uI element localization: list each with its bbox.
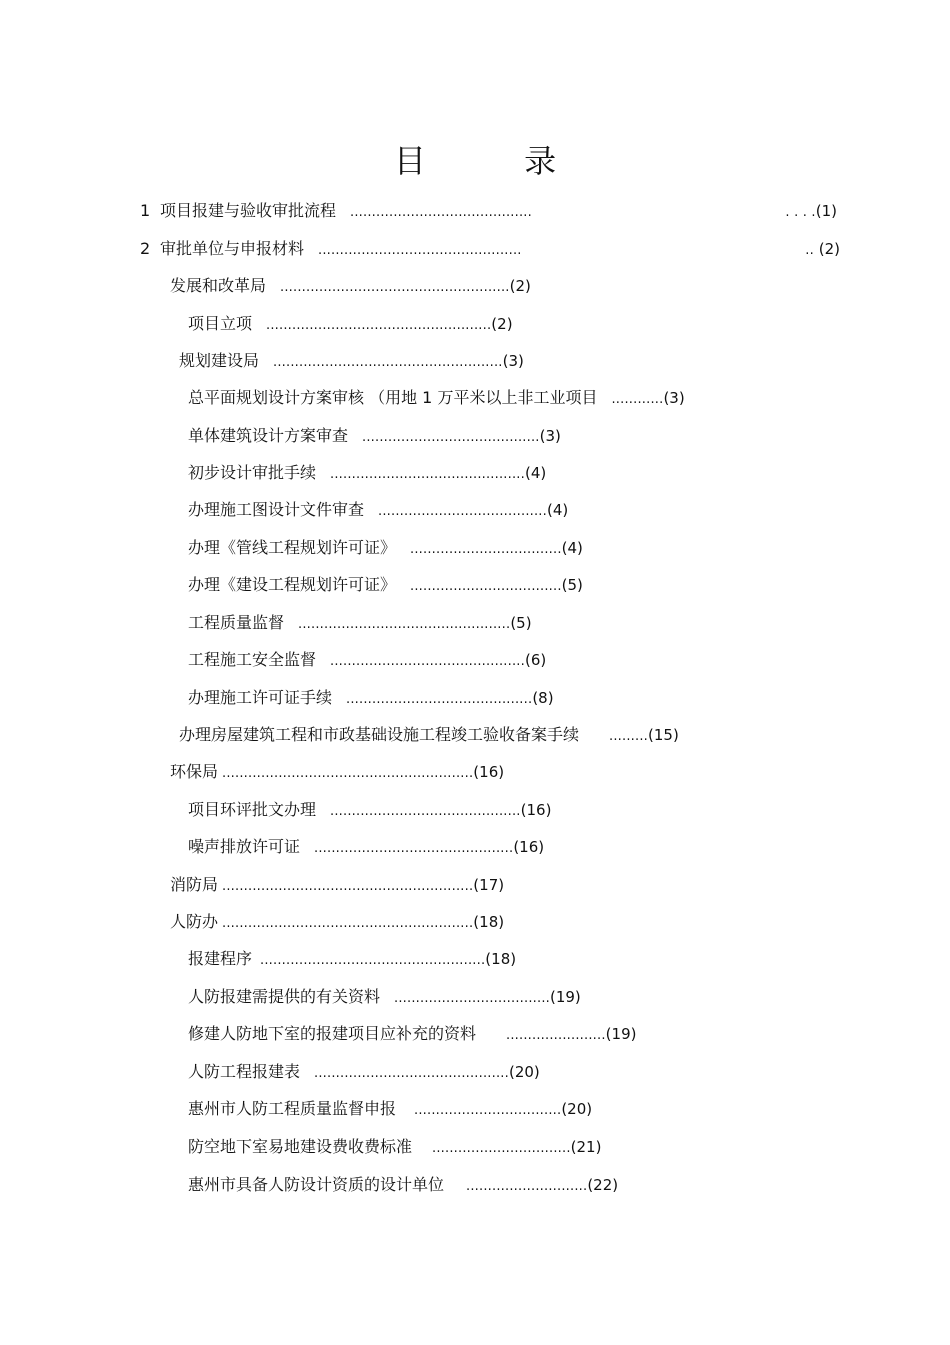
toc-entry-label: 噪声排放许可证 [188, 837, 301, 856]
toc-entry-label: 办理施工图设计文件审查 [188, 500, 365, 519]
toc-entry[interactable] [188, 1173, 618, 1197]
toc-page-number: (21) [570, 1138, 602, 1156]
toc-entry-label: 项目报建与验收审批流程 [160, 201, 337, 220]
toc-entry[interactable] [188, 536, 583, 560]
toc-entry[interactable] [188, 1060, 540, 1084]
toc-entry[interactable] [188, 686, 554, 710]
toc-entry-label: 防空地下室易地建设费收费标准 [188, 1137, 413, 1156]
toc-page-number: (16) [513, 838, 545, 856]
toc-entry-label: 规划建设局 [179, 351, 260, 370]
toc-entry-number: 2 [140, 239, 151, 258]
toc-entry-label: 消防局 [170, 875, 219, 894]
toc-leader-dots: ............................................. [330, 467, 525, 482]
toc-leader-dots: ..................................................... [273, 355, 503, 370]
toc-page-number: (2) [818, 240, 840, 258]
toc-entry-label: 惠州市人防工程质量监督申报 [188, 1099, 397, 1118]
toc-page-number: (3) [539, 427, 561, 445]
toc-page-number: (19) [605, 1025, 637, 1043]
toc-leader-dots: .......................................................... [222, 766, 474, 781]
toc-leader-dots: .......................................................... [222, 879, 474, 894]
toc-page-number: (4) [561, 539, 583, 557]
toc-leader-dots: .................................... [394, 991, 550, 1006]
toc-entry[interactable] [188, 461, 546, 485]
toc-leader-dots: .................................. [414, 1103, 562, 1118]
toc-page-number: (17) [473, 876, 505, 894]
toc-entry-label: 发展和改革局 [170, 276, 267, 295]
toc-entry[interactable] [140, 237, 840, 261]
toc-entry-label: 单体建筑设计方案审查 [188, 426, 349, 445]
toc-entry-number: 1 [140, 201, 151, 220]
toc-page-number: (1) [815, 202, 837, 220]
toc-entry[interactable] [188, 498, 568, 522]
toc-entry-label: 惠州市具备人防设计资质的设计单位 [188, 1175, 445, 1194]
toc-leader-dots: ............................................ [330, 804, 521, 819]
toc-page-number: (3) [502, 352, 524, 370]
toc-entry-label: 人防办 [170, 912, 219, 931]
toc-entry-label: 工程质量监督 [188, 613, 285, 632]
toc-leader-dots: ..................................................... [280, 280, 510, 295]
toc-entry[interactable] [188, 424, 561, 448]
toc-entry[interactable] [188, 1135, 601, 1159]
toc-page-number: (18) [485, 950, 517, 968]
toc-leader-dots: ............................................. [330, 654, 525, 669]
toc-page-number: (5) [561, 576, 583, 594]
toc-leader-dots: ............................ [466, 1179, 588, 1194]
toc-entry[interactable] [188, 611, 532, 635]
toc-page-number: (2) [491, 315, 513, 333]
toc-leader-dots: ................................... [410, 542, 562, 557]
toc-leader-dots: ................................................. [298, 617, 511, 632]
toc-page-number: (8) [532, 689, 554, 707]
toc-leader-dots: ........................................... [346, 692, 533, 707]
toc-entry-label: 项目环评批文办理 [188, 800, 317, 819]
toc-page-number: (4) [546, 501, 569, 519]
toc-entry[interactable] [170, 274, 531, 298]
toc-leader-dots: ....................................... [378, 504, 547, 519]
toc-entry[interactable] [188, 573, 583, 597]
toc-leader-dots: .. [805, 243, 814, 258]
toc-page-number: (3) [663, 389, 685, 407]
toc-page-number: (16) [520, 801, 552, 819]
toc-entry-label: 项目立项 [188, 314, 253, 333]
toc-page-number: (20) [561, 1100, 593, 1118]
toc-page-number: (22) [587, 1176, 619, 1194]
toc-entry-label: 办理施工许可证手续 [188, 688, 333, 707]
toc-leader-dots: ................................... [410, 579, 562, 594]
toc-leader-dots: .......................................................... [222, 916, 474, 931]
toc-entry-label: 修建人防地下室的报建项目应补充的资料 [188, 1024, 477, 1043]
toc-page-number: (20) [508, 1063, 540, 1081]
toc-leader-dots: ............ [611, 392, 664, 407]
toc-leader-dots: ....................... [506, 1028, 606, 1043]
toc-entry[interactable] [188, 835, 544, 859]
toc-entry-label: 报建程序 [188, 949, 253, 968]
toc-entry-label: 人防报建需提供的有关资料 [188, 987, 381, 1006]
toc-entry[interactable] [188, 1022, 636, 1046]
toc-entry[interactable] [188, 985, 581, 1009]
toc-entry-label: 初步设计审批手续 [188, 463, 317, 482]
toc-entry[interactable] [179, 723, 679, 747]
toc-entry[interactable] [140, 199, 837, 223]
toc-entry-label: 环保局 [170, 762, 219, 781]
toc-leader-dots: .............................................. [314, 841, 514, 856]
toc-leader-dots: .................................................... [266, 318, 492, 333]
page-title: 目 录 [393, 142, 601, 180]
toc-entry[interactable] [170, 910, 504, 934]
toc-leader-dots: . . . . [785, 205, 816, 220]
toc-entry[interactable] [188, 386, 685, 410]
toc-leader-dots: ................................ [432, 1141, 571, 1156]
toc-page-number: (19) [549, 988, 581, 1006]
toc-entry[interactable] [188, 648, 546, 672]
toc-page-number: (4) [524, 464, 547, 482]
toc-leader-dots: ............................................... [318, 243, 522, 258]
toc-entry[interactable] [188, 312, 513, 336]
toc-leader-dots: .......................................... [350, 205, 532, 220]
toc-page-number: (5) [510, 614, 532, 632]
toc-page-number: (16) [473, 763, 505, 781]
toc-entry-label: 总平面规划设计方案审核 （用地 1 万平米以上非工业项目 [188, 388, 598, 407]
toc-entry-label: 办理房屋建筑工程和市政基础设施工程竣工验收备案手续 [179, 725, 580, 744]
toc-entry[interactable] [179, 349, 524, 373]
toc-entry[interactable] [170, 873, 504, 897]
toc-leader-dots: ............................................. [314, 1066, 509, 1081]
toc-entry-label: 办理《管线工程规划许可证》 [188, 538, 397, 557]
toc-leader-dots: .................................................... [260, 953, 486, 968]
toc-page-number: (15) [648, 726, 679, 744]
toc-entry-label: 办理《建设工程规划许可证》 [188, 575, 397, 594]
toc-entry[interactable] [188, 798, 551, 822]
toc-page-number: (2) [509, 277, 531, 295]
toc-entry-label: 工程施工安全监督 [188, 650, 317, 669]
toc-leader-dots: ......................................... [362, 430, 540, 445]
toc-page-number: (18) [473, 913, 505, 931]
toc-entry[interactable] [188, 1097, 592, 1121]
toc-entry[interactable] [188, 947, 516, 971]
toc-page-number: (6) [524, 651, 547, 669]
toc-entry-label: 人防工程报建表 [188, 1062, 301, 1081]
toc-entry[interactable] [170, 760, 504, 784]
toc-entry-label: 审批单位与申报材料 [160, 239, 305, 258]
toc-leader-dots: ......... [609, 729, 649, 744]
